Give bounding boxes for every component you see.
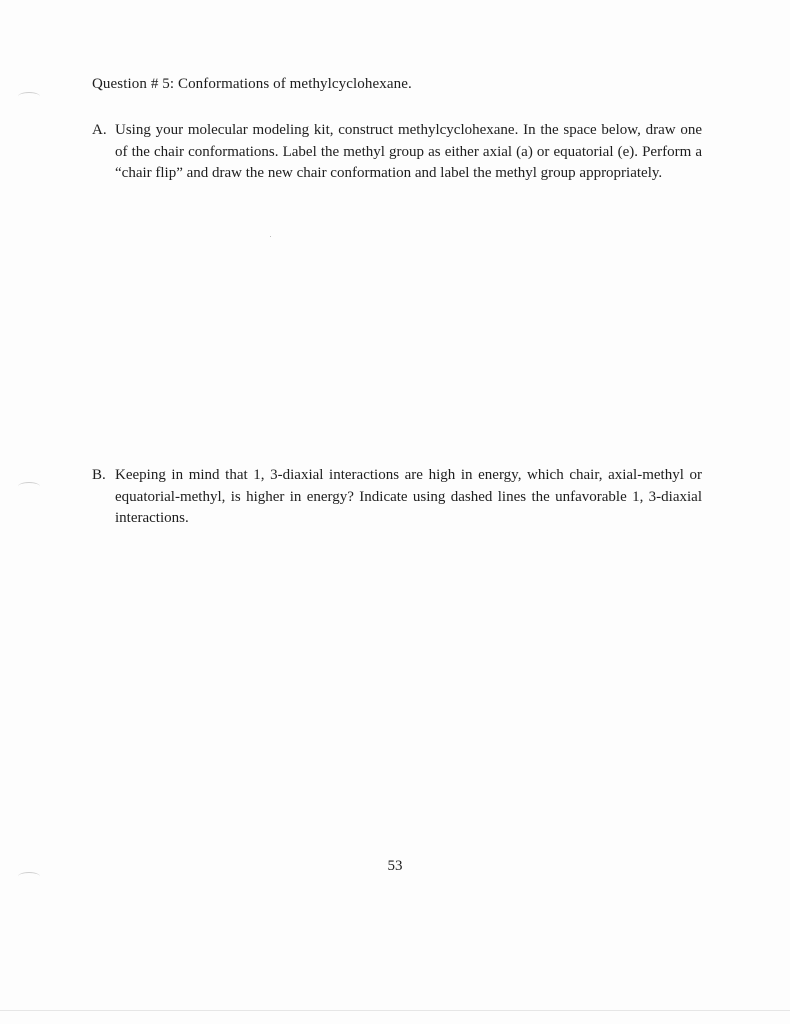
part-letter: B.: [92, 467, 106, 483]
binder-hole-mark: [18, 872, 40, 881]
question-part-a: [92, 120, 702, 185]
binder-hole-mark: [18, 92, 40, 101]
scan-edge: [0, 1010, 790, 1011]
page-number: 53: [387, 858, 403, 874]
binder-hole-mark: [18, 482, 40, 491]
scan-speck: [270, 236, 271, 237]
part-text: Using your molecular modeling kit, construct methylcyclohexane. In the space below, draw one of the chair conformations. Label the methyl group as either axial (a) or equatorial (e). Perform a “chair flip” and draw the new chair conformation and label the methyl group appropriately.: [115, 122, 702, 181]
part-text: Keeping in mind that 1, 3-diaxial interactions are high in energy, which chair, axial-methyl or equatorial-methyl, is higher in energy? Indicate using dashed lines the unfavorable 1, 3-diaxial interactions.: [115, 467, 702, 526]
question-title: Question # 5: Conformations of methylcyclohexane.: [92, 76, 412, 92]
question-part-b: [92, 465, 702, 530]
part-letter: A.: [92, 122, 107, 138]
